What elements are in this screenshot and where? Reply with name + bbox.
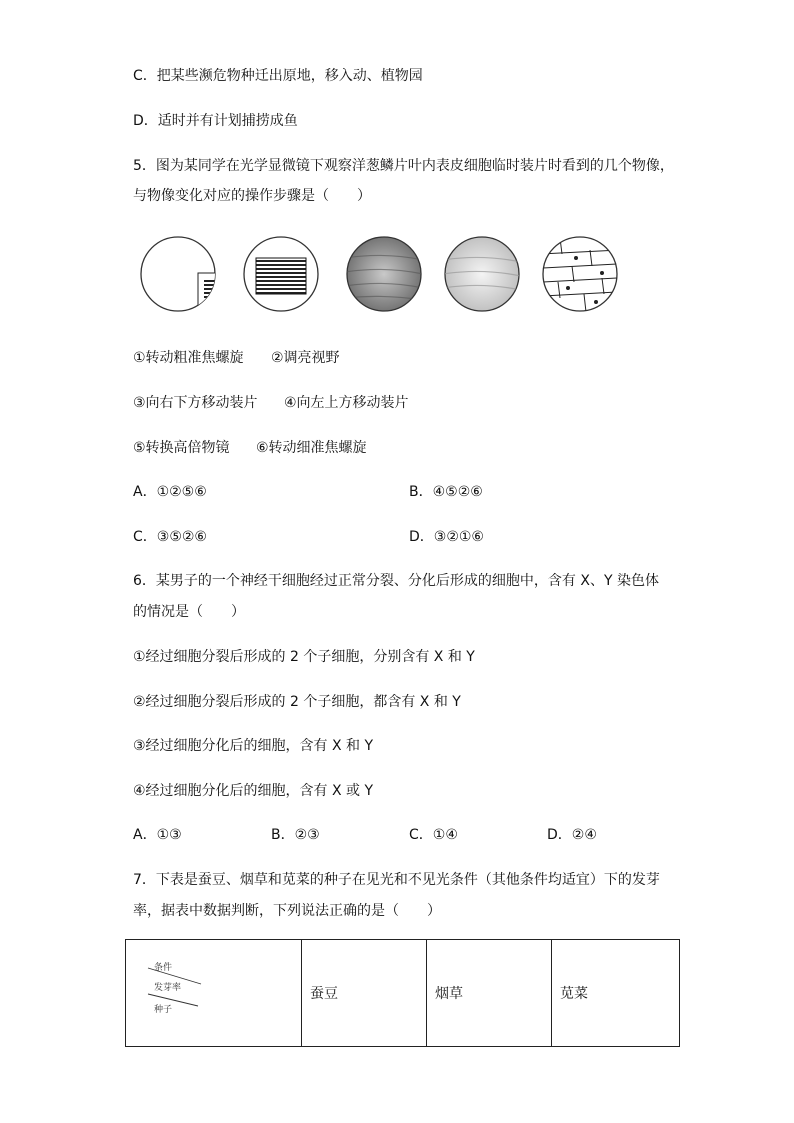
corner-label-condition: 条件 bbox=[154, 963, 173, 973]
view-1 bbox=[141, 237, 224, 313]
q5-step-4: ④向左上方移动装片 bbox=[284, 395, 409, 411]
header-tobacco: 烟草 bbox=[427, 940, 552, 1047]
diagonal-lines bbox=[126, 940, 306, 1046]
q5-option-a: A．①②⑤⑥ bbox=[133, 484, 207, 500]
q6-option-b: B．②③ bbox=[271, 827, 320, 843]
q5-step-1: ①转动粗准焦螺旋 bbox=[133, 350, 244, 366]
q5-step-6: ⑥转动细准焦螺旋 bbox=[256, 440, 367, 456]
q4-option-d: D．适时并有计划捕捞成鱼 bbox=[133, 113, 298, 129]
header-broad-bean: 蚕豆 bbox=[302, 940, 427, 1047]
q6-stem-line1: 6．某男子的一个神经干细胞经过正常分裂、分化后形成的细胞中，含有 X、Y 染色体 bbox=[133, 573, 659, 589]
view-4 bbox=[443, 237, 521, 311]
q6-statement-2: ②经过细胞分裂后形成的 2 个子细胞，都含有 X 和 Y bbox=[133, 694, 461, 710]
q6-option-c: C．①④ bbox=[409, 827, 458, 843]
header-amaranth: 苋菜 bbox=[552, 940, 680, 1047]
q6-option-a: A．①③ bbox=[133, 827, 182, 843]
q6-statement-3: ③经过细胞分化后的细胞，含有 X 和 Y bbox=[133, 738, 374, 754]
view-5 bbox=[542, 237, 618, 312]
q5-step-5: ⑤转换高倍物镜 bbox=[133, 440, 230, 456]
corner-label-germination: 发芽率 bbox=[154, 983, 182, 993]
q5-option-d: D．③②①⑥ bbox=[409, 529, 484, 545]
q6-stem-line2: 的情况是（ ） bbox=[133, 604, 245, 620]
microscope-views-figure bbox=[140, 228, 630, 320]
corner-label-seed: 种子 bbox=[154, 1005, 173, 1015]
q5-step-3: ③向右下方移动装片 bbox=[133, 395, 258, 411]
table-row bbox=[126, 940, 680, 1047]
view-3 bbox=[345, 237, 423, 311]
q6-statement-1: ①经过细胞分裂后形成的 2 个子细胞，分别含有 X 和 Y bbox=[133, 649, 475, 665]
q5-stem-line1: 5．图为某同学在光学显微镜下观察洋葱鳞片叶内表皮细胞临时装片时看到的几个物像， bbox=[133, 158, 674, 174]
q5-step-2: ②调亮视野 bbox=[271, 350, 340, 366]
view-2 bbox=[244, 237, 318, 311]
q5-option-b: B．④⑤②⑥ bbox=[409, 484, 483, 500]
germination-table bbox=[125, 939, 680, 1047]
q4-option-c: C．把某些濒危物种迁出原地，移入动、植物园 bbox=[133, 68, 423, 84]
q5-option-c: C．③⑤②⑥ bbox=[133, 529, 207, 545]
q7-stem-line1: 7．下表是蚕豆、烟草和苋菜的种子在见光和不见光条件（其他条件均适宜）下的发芽 bbox=[133, 872, 660, 888]
corner-header-cell bbox=[126, 940, 302, 1047]
q6-option-d: D．②④ bbox=[547, 827, 597, 843]
q7-stem-line2: 率，据表中数据判断，下列说法正确的是（ ） bbox=[133, 903, 441, 919]
q5-stem-line2: 与物像变化对应的操作步骤是（ ） bbox=[133, 188, 371, 204]
q6-statement-4: ④经过细胞分化后的细胞，含有 X 或 Y bbox=[133, 783, 374, 799]
